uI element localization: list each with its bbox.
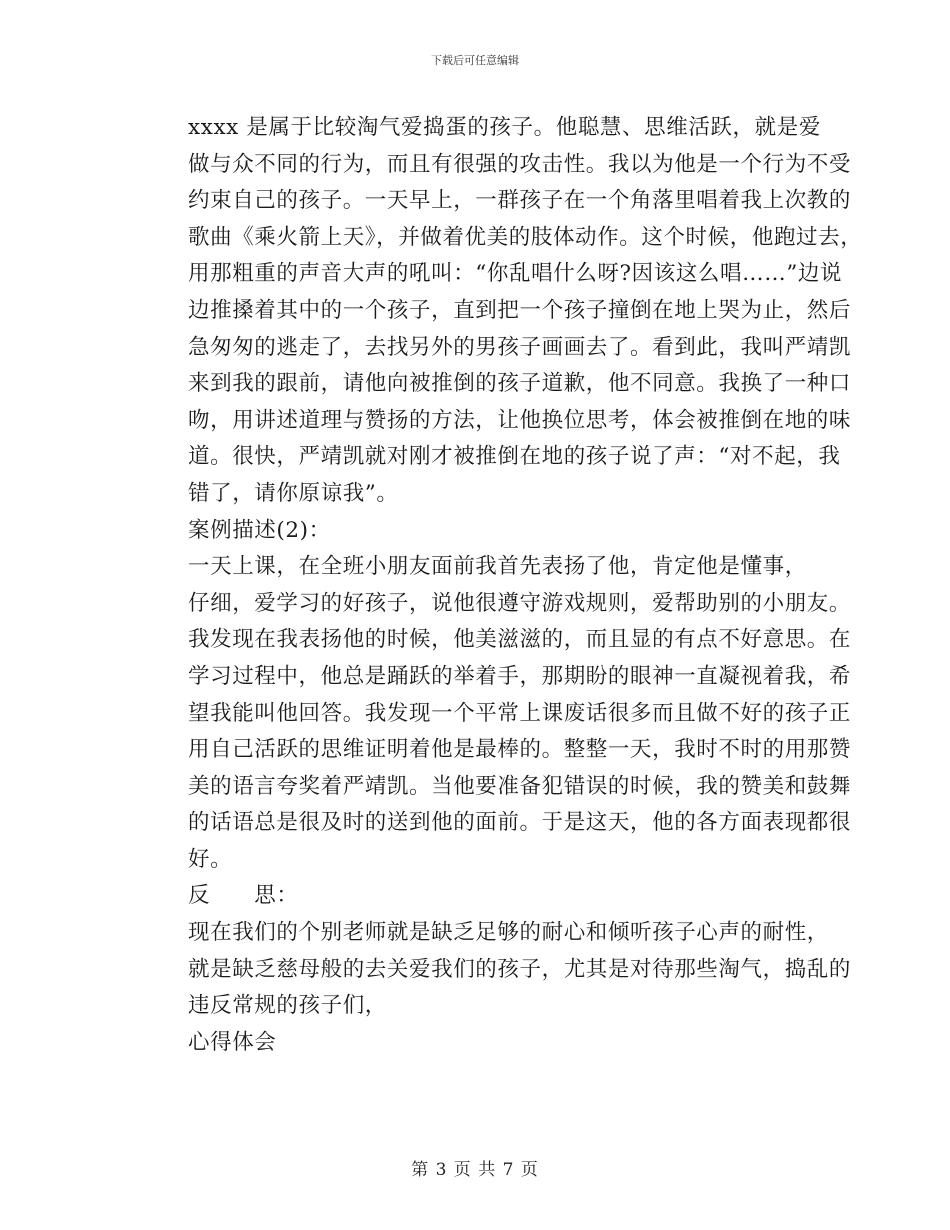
text-line: 的话语总是很及时的送到他的面前。于是这天，他的各方面表现都很 <box>188 810 852 836</box>
heading-text: 反 思： <box>188 883 299 909</box>
section-heading-case-2 <box>142 513 808 550</box>
text-line: 违反常规的孩子们， <box>188 993 387 1019</box>
heading-text: 心得体会 <box>188 1029 277 1055</box>
section-heading-reflection <box>142 878 808 915</box>
text-line: 望我能叫他回答。我发现一个平常上课废话很多而且做不好的孩子正 <box>188 700 852 726</box>
text-line: 约束自己的孩子。一天早上，一群孩子在一个角落里唱着我上次教的 <box>188 188 852 214</box>
heading-text: 案例描述(2)： <box>188 517 331 543</box>
text-line: 仔细，爱学习的好孩子，说他很遵守游戏规则，爱帮助别的小朋友。 <box>188 590 852 616</box>
text-line: 歌曲《乘火箭上天》，并做着优美的肢体动作。这个时候，他跑过去， <box>188 224 863 250</box>
text-line: 我发现在我表扬他的时候，他美滋滋的，而且显的有点不好意思。在 <box>188 627 852 653</box>
paragraph-reflection <box>142 915 852 1025</box>
text-line: 用自己活跃的思维证明着他是最棒的。整整一天，我时不时的用那赞 <box>188 737 852 763</box>
text-line: 好。 <box>188 846 233 872</box>
paragraph-case-story <box>142 110 863 513</box>
text-line: 急匆匆的逃走了，去找另外的男孩子画画去了。看到此，我叫严靖凯 <box>188 334 852 360</box>
text-line: 美的语言夸奖着严靖凯。当他要准备犯错误的时候，我的赞美和鼓舞 <box>188 773 852 799</box>
text-line: 学习过程中，他总是踊跃的举着手，那期盼的眼神一直凝视着我，希 <box>188 663 852 689</box>
document-body <box>142 110 863 1061</box>
page-number-footer: 第 3 页 共 7 页 <box>411 1160 539 1180</box>
paragraph-case-2 <box>142 549 852 878</box>
section-heading-insights <box>142 1025 808 1062</box>
page-header: 下载后可任意编辑 <box>431 54 519 67</box>
text-line: 一天上课，在全班小朋友面前我首先表扬了他，肯定他是懂事， <box>188 554 807 580</box>
text-line: 吻，用讲述道理与赞扬的方法，让他换位思考，体会被推倒在地的味 <box>188 407 852 433</box>
text-line: 现在我们的个别老师就是缺乏足够的耐心和倾听孩子心声的耐性， <box>188 920 829 946</box>
text-line: 做与众不同的行为，而且有很强的攻击性。我以为他是一个行为不受 <box>188 151 852 177</box>
text-line: xxxx 是属于比较淘气爱捣蛋的孩子。他聪慧、思维活跃，就是爱 <box>188 115 821 140</box>
text-line: 来到我的跟前，请他向被推倒的孩子道歉，他不同意。我换了一种口 <box>188 371 852 397</box>
text-line: 道。很快，严靖凯就对刚才被推倒在地的孩子说了声：“对不起，我 <box>188 444 841 470</box>
text-line: 边推搡着其中的一个孩子，直到把一个孩子撞倒在地上哭为止，然后 <box>188 297 852 323</box>
text-line: 错了，请你原谅我”。 <box>188 480 399 506</box>
text-line: 用那粗重的声音大声的吼叫：“你乱唱什么呀?因该这么唱……”边说 <box>188 261 843 287</box>
text-line: 就是缺乏慈母般的去关爱我们的孩子，尤其是对待那些淘气，捣乱的 <box>188 956 852 982</box>
